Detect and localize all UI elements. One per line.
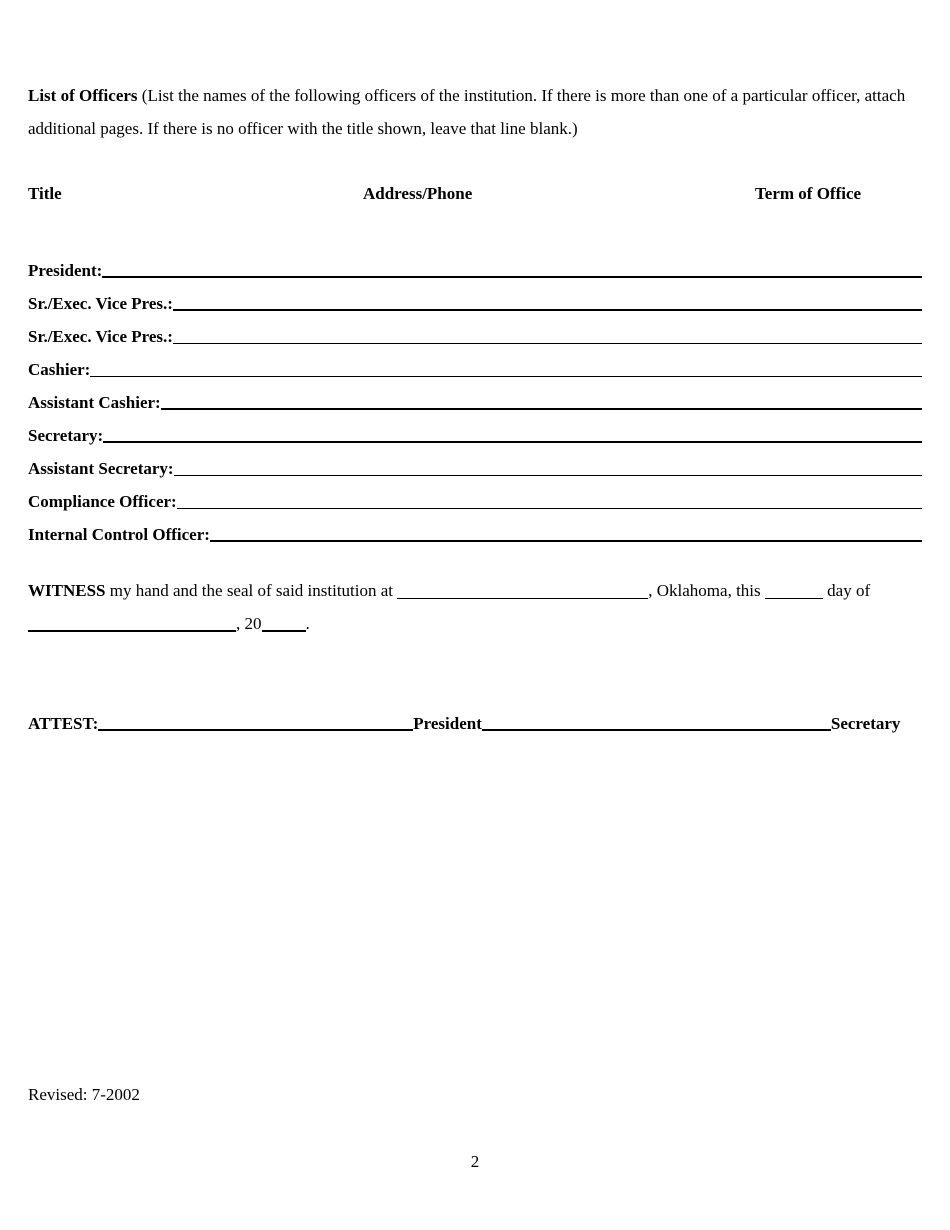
officers-instructions-text: (List the names of the following officers of the institution. If there is more than one of a particular officer, attach additional pages. If there is no officer with the title shown, leave that line blank.)	[28, 86, 906, 138]
sr-exec-vice-pres-1-entry-line[interactable]	[173, 308, 922, 311]
attest-signatures	[28, 708, 922, 734]
witness-text-3: day of	[822, 581, 871, 600]
officer-row-sr-exec-vice-pres-2	[28, 314, 922, 347]
secretary-label: Secretary	[830, 714, 901, 733]
officers-heading: List of Officers	[28, 86, 138, 105]
officer-row-assistant-secretary	[28, 446, 922, 479]
officer-label: Assistant Secretary:	[28, 459, 174, 478]
witness-text-4: , 20	[236, 614, 262, 633]
assistant-secretary-entry-line[interactable]	[174, 474, 922, 476]
officer-label: Assistant Cashier:	[28, 393, 161, 412]
witness-line-1	[28, 574, 922, 607]
day-blank[interactable]	[765, 597, 823, 599]
president-entry-line[interactable]	[102, 275, 922, 278]
column-term-of-office: Term of Office	[755, 184, 862, 203]
page-number: 2	[470, 1152, 480, 1171]
officer-row-president	[28, 248, 922, 281]
column-headers	[28, 184, 922, 206]
witness-text-5: .	[305, 614, 310, 633]
city-blank[interactable]	[397, 597, 648, 599]
assistant-cashier-entry-line[interactable]	[161, 407, 922, 410]
president-signature-line[interactable]	[98, 728, 413, 731]
internal-control-officer-entry-line[interactable]	[210, 539, 922, 542]
month-blank[interactable]	[28, 629, 236, 632]
secretary-signature-line[interactable]	[482, 728, 831, 731]
form-page	[28, 0, 922, 1230]
officer-label: Cashier:	[28, 360, 91, 379]
officer-row-internal-control-officer	[28, 512, 922, 545]
officer-label: Sr./Exec. Vice Pres.:	[28, 294, 173, 313]
officer-label: Compliance Officer:	[28, 492, 177, 511]
officers-list	[28, 248, 922, 545]
witness-heading: WITNESS	[28, 581, 106, 600]
officer-row-sr-exec-vice-pres-1	[28, 281, 922, 314]
year-blank[interactable]	[262, 629, 306, 632]
officers-instructions	[28, 79, 922, 145]
witness-statement	[28, 574, 922, 640]
officer-row-secretary	[28, 413, 922, 446]
officer-label: Internal Control Officer:	[28, 525, 210, 544]
sr-exec-vice-pres-2-entry-line[interactable]	[173, 342, 922, 344]
witness-text-1: my hand and the seal of said institution at	[105, 581, 398, 600]
witness-text-2: , Oklahoma, this	[648, 581, 765, 600]
president-label: President	[413, 714, 482, 733]
officer-row-cashier	[28, 347, 922, 380]
officer-label: Sr./Exec. Vice Pres.:	[28, 327, 173, 346]
officer-label: President:	[28, 261, 103, 280]
officer-label: Secretary:	[28, 426, 104, 445]
column-title: Title	[28, 184, 62, 203]
revision-date: Revised: 7-2002	[28, 1085, 140, 1104]
officer-row-compliance-officer	[28, 479, 922, 512]
officer-row-assistant-cashier	[28, 380, 922, 413]
compliance-officer-entry-line[interactable]	[177, 507, 922, 509]
column-address-phone: Address/Phone	[363, 184, 473, 203]
cashier-entry-line[interactable]	[90, 375, 922, 377]
secretary-entry-line[interactable]	[103, 440, 922, 443]
attest-label: ATTEST:	[28, 714, 99, 733]
witness-line-2	[28, 607, 922, 640]
